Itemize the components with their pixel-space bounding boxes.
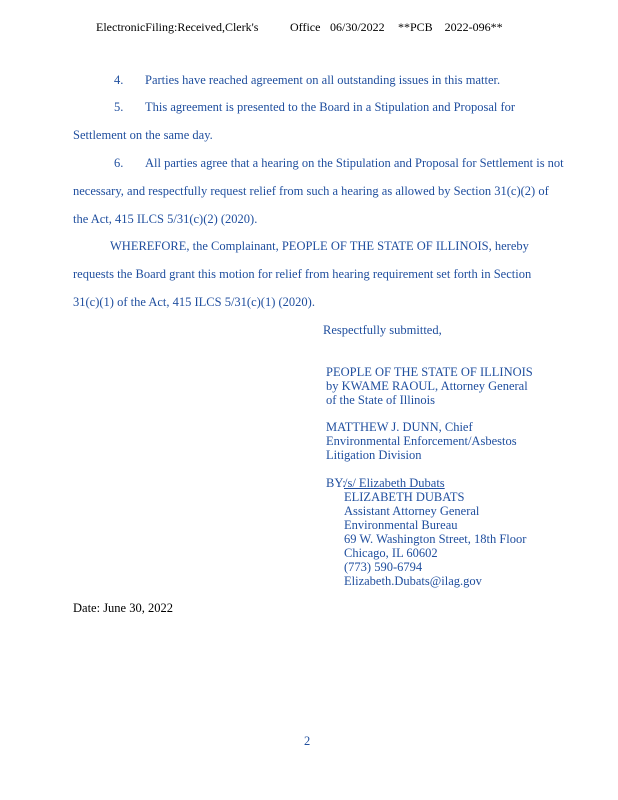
paragraph-6-line-1: All parties agree that a hearing on the Stipulation and Proposal for Settlement is not xyxy=(145,156,564,170)
paragraph-6-line-3: the Act, 415 ILCS 5/31(c)(2) (2020). xyxy=(73,212,258,226)
state-line: of the State of Illinois xyxy=(326,393,436,407)
wherefore-line-1: WHEREFORE, the Complainant, PEOPLE OF THE STATE OF ILLINOIS, hereby xyxy=(110,239,529,253)
case-number: **PCB 2022-096** xyxy=(398,20,503,34)
chief-name: MATTHEW J. DUNN, Chief xyxy=(326,420,473,434)
phone-number: (773) 590-6794 xyxy=(344,560,423,574)
paragraph-4-text: Parties have reached agreement on all outstanding issues in this matter. xyxy=(145,73,501,87)
division-line-2: Litigation Division xyxy=(326,448,422,462)
paragraph-6-line-2: necessary, and respectfully request relief from such a hearing as allowed by Section 31(c)(2) of xyxy=(73,184,549,198)
attorney-general: by KWAME RAOUL, Attorney General xyxy=(326,379,528,393)
filing-stamp: ElectronicFiling:Received,Clerk's xyxy=(96,20,259,34)
closing: Respectfully submitted, xyxy=(323,323,442,337)
electronic-signature: /s/ Elizabeth Dubats xyxy=(344,476,445,490)
date-line: Date: June 30, 2022 xyxy=(73,601,173,615)
wherefore-line-2: requests the Board grant this motion for relief from hearing requirement set forth in Section xyxy=(73,267,532,281)
filing-date: 06/30/2022 xyxy=(330,20,385,34)
paragraph-6-number: 6. xyxy=(114,156,124,170)
city-address: Chicago, IL 60602 xyxy=(344,546,438,560)
paragraph-4-number: 4. xyxy=(114,73,124,87)
street-address: 69 W. Washington Street, 18th Floor xyxy=(344,532,527,546)
paragraph-5-line-2: Settlement on the same day. xyxy=(73,128,213,142)
by-label: BY: xyxy=(326,476,346,490)
filing-office: Office xyxy=(290,20,321,34)
email-address: Elizabeth.Dubats@ilag.gov xyxy=(344,574,482,588)
signer-name: ELIZABETH DUBATS xyxy=(344,490,465,504)
page-number: 2 xyxy=(304,734,311,748)
bureau: Environmental Bureau xyxy=(344,518,458,532)
paragraph-5-number: 5. xyxy=(114,100,124,114)
signer-title: Assistant Attorney General xyxy=(344,504,480,518)
wherefore-line-3: 31(c)(1) of the Act, 415 ILCS 5/31(c)(1) (2020). xyxy=(73,295,315,309)
party-name: PEOPLE OF THE STATE OF ILLINOIS xyxy=(326,365,533,379)
division-line-1: Environmental Enforcement/Asbestos xyxy=(326,434,517,448)
paragraph-5-line-1: This agreement is presented to the Board in a Stipulation and Proposal for xyxy=(145,100,516,114)
